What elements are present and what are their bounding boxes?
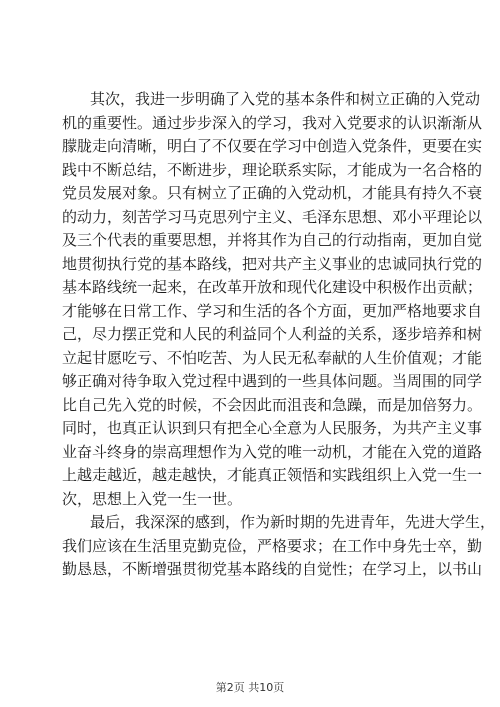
- text-line: 才能够在日常工作、学习和生活的各个方面，更加严格地要求自: [62, 301, 483, 320]
- text-line: 比自己先入党的时候，不会因此而沮丧和急躁，而是加倍努力。: [62, 395, 483, 414]
- text-line: 次，思想上入党一生一世。: [62, 489, 243, 508]
- text-line: 基本路线统一起来，在改革开放和现代化建设中积极作出贡献；: [62, 278, 483, 296]
- text-line: 其次，我进一步明确了入党的基本条件和树立正确的入党动: [90, 90, 481, 108]
- text-line: 最后，我深深的感到，作为新时期的先进青年，先进大学生，: [90, 513, 496, 531]
- text-line: 地贯彻执行党的基本路线，把对共产主义事业的忠诚同执行党的: [62, 254, 483, 273]
- text-line: 立起甘愿吃亏、不怕吃苦、为人民无私奉献的人生价值观；才能: [62, 348, 483, 367]
- text-line: 勤恳恳，不断增强贯彻党基本路线的自觉性；在学习上，以书山: [62, 560, 483, 578]
- page-footer: [0, 679, 500, 695]
- text-line: 己，尽力摆正党和人民的利益同个人利益的关系，逐步培养和树: [62, 325, 483, 343]
- text-line: 我们应该在生活里克勤克俭，严格要求；在工作中身先士卒，勤: [62, 536, 483, 555]
- body-text: [62, 88, 496, 582]
- text-line: 上越走越近，越走越快，才能真正领悟和实践组织上入党一生一: [62, 466, 483, 484]
- paragraph-1: [62, 88, 483, 511]
- page-number-label: 第2页 共10页: [215, 681, 285, 694]
- text-line: 同时，也真正认识到只有把全心全意为人民服务，为共产主义事: [62, 419, 483, 437]
- text-line: 够正确对待争取入党过程中遇到的一些具体问题。当周围的同学: [62, 372, 483, 390]
- paragraph-2: [62, 511, 496, 582]
- text-line: 朦胧走向清晰，明白了不仅要在学习中创造入党条件，更要在实: [62, 137, 483, 155]
- text-line: 的动力，刻苦学习马克思列宁主义、毛泽东思想、邓小平理论以: [62, 207, 483, 226]
- text-line: 党员发展对象。只有树立了正确的入党动机，才能具有持久不衰: [62, 184, 483, 202]
- text-line: 及三个代表的重要思想，并将其作为自己的行动指南，更加自觉: [62, 231, 483, 249]
- text-line: 机的重要性。通过步步深入的学习，我对入党要求的认识渐渐从: [62, 113, 483, 132]
- text-line: 业奋斗终身的崇高理想作为入党的唯一动机，才能在入党的道路: [62, 442, 483, 461]
- text-line: 践中不断总结，不断进步，理论联系实际，才能成为一名合格的: [62, 160, 483, 179]
